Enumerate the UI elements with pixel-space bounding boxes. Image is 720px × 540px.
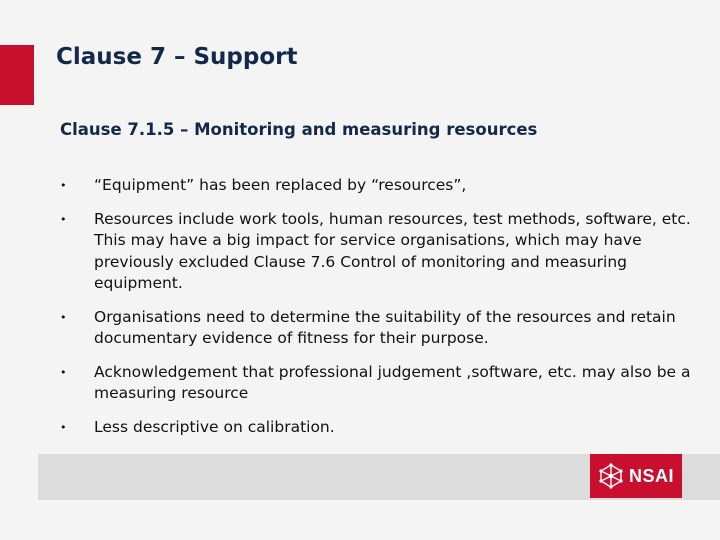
bullet-marker: • [60,212,67,226]
bullet-marker: • [60,365,67,379]
bullet-list [60,175,700,450]
bullet-item [60,209,700,295]
bullet-item [60,307,700,350]
bullet-text: Less descriptive on calibration. [94,417,335,436]
slide-title: Clause 7 – Support [56,44,298,70]
accent-bar [0,45,34,105]
bullet-item [60,175,700,197]
bullet-marker: • [60,179,67,192]
bullet-item [60,362,700,405]
bullet-text: Organisations need to determine the suitability of the resources and retain documentary evidence of fitness for their purpose. [94,307,676,347]
bullet-text: “Equipment” has been replaced by “resources”, [94,176,467,194]
logo-text: NSAI [628,465,674,486]
bullet-text: Acknowledgement that professional judgement ,software, etc. may also be a measuring resource [94,362,691,402]
bullet-marker: • [60,420,67,434]
bullet-marker: • [60,310,67,324]
bullet-item [60,417,700,439]
slide-subtitle: Clause 7.1.5 – Monitoring and measuring resources [60,120,538,139]
nsai-logo [590,454,682,498]
nsai-network-icon [598,463,624,489]
bullet-text: Resources include work tools, human resources, test methods, software, etc. This may have a big impact for service organisations, which may have previously excluded Clause 7.6 Control of monitoring and measuring equipment. [94,209,691,292]
